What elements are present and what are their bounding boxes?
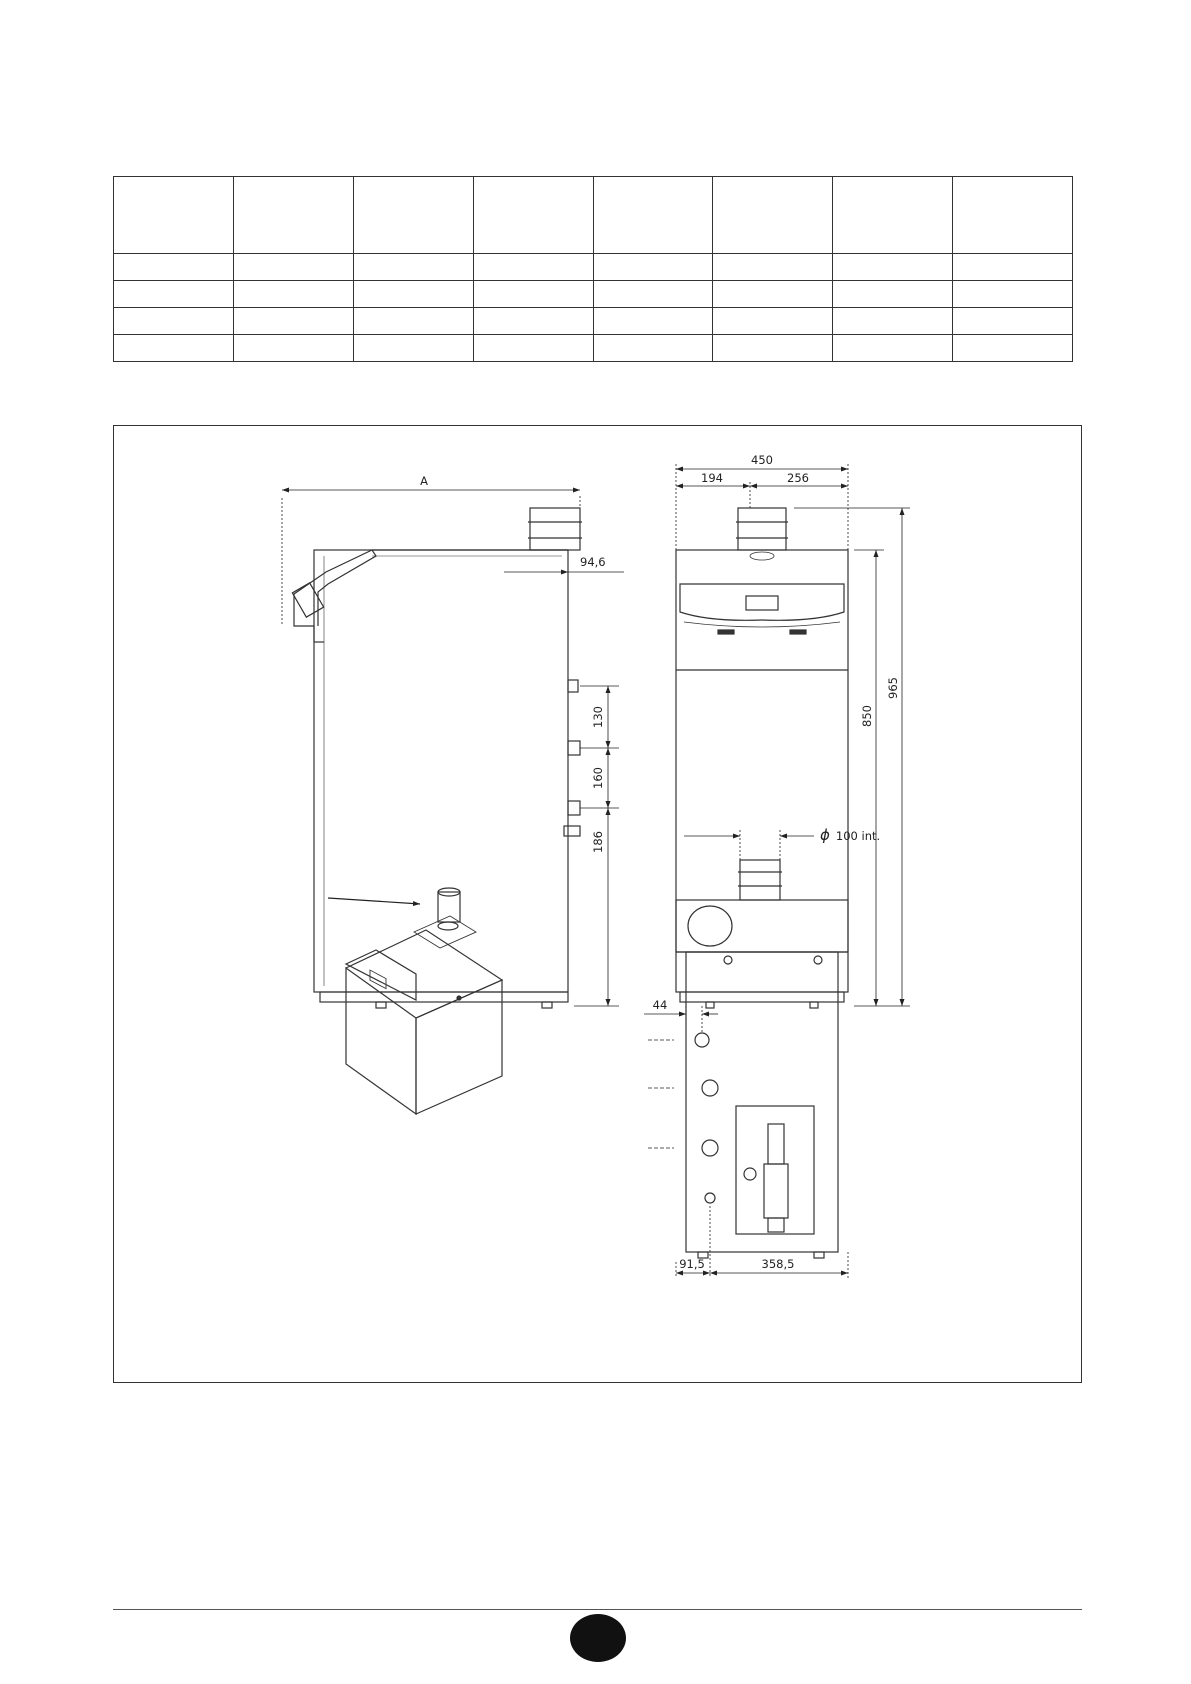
table-row	[114, 281, 1073, 308]
table-cell	[473, 308, 593, 335]
rear-connection	[702, 1080, 718, 1096]
rear-connection	[702, 1140, 718, 1156]
iso-front-face	[346, 968, 416, 1114]
technical-drawing-frame	[113, 425, 1082, 1383]
table-cell	[233, 254, 353, 281]
table-cell	[953, 308, 1073, 335]
table-cell	[473, 281, 593, 308]
dimension-right-offset: 256	[787, 471, 809, 485]
table-cell	[353, 335, 473, 362]
table-cell	[713, 308, 833, 335]
dimension-left-offset: 194	[701, 471, 723, 485]
table-cell	[713, 335, 833, 362]
table-cell	[114, 281, 234, 308]
table-header-row	[114, 177, 1073, 254]
table-cell	[953, 335, 1073, 362]
table-cell	[473, 177, 593, 254]
rear-casing	[686, 952, 838, 1252]
table-cell	[593, 281, 713, 308]
control-knob	[292, 583, 323, 617]
dimension-flue-offset: 94,6	[580, 555, 606, 569]
dimension-connection-spacing-2: 160	[591, 767, 605, 789]
table-row	[114, 308, 1073, 335]
connection-fitting	[568, 741, 580, 755]
table-cell	[953, 281, 1073, 308]
table-cell	[593, 254, 713, 281]
table-cell	[593, 335, 713, 362]
table-cell	[233, 335, 353, 362]
footer-divider	[113, 1609, 1082, 1610]
front-casing	[676, 550, 848, 992]
side-plinth	[320, 992, 568, 1002]
table-cell	[114, 254, 234, 281]
table-cell	[473, 254, 593, 281]
front-plinth	[680, 992, 844, 1002]
rear-connection	[705, 1193, 715, 1203]
isometric-view	[328, 888, 502, 1114]
table-cell	[593, 308, 713, 335]
table-cell	[713, 281, 833, 308]
front-view	[676, 508, 848, 1008]
table-cell	[114, 308, 234, 335]
dimension-total-width: 450	[751, 453, 773, 467]
display-window	[746, 596, 778, 610]
rear-view-dimensions	[644, 830, 848, 1278]
side-view-dimensions	[282, 490, 624, 1006]
table-cell	[833, 177, 953, 254]
side-casing	[314, 550, 568, 992]
front-control-panel	[680, 584, 844, 620]
table-cell	[833, 308, 953, 335]
dimension-flue-diameter-value: 100 int.	[835, 829, 881, 843]
rear-flue-collar	[740, 860, 780, 900]
dimension-connection-spacing-1: 130	[591, 706, 605, 728]
side-flue-collar	[530, 508, 580, 550]
connection-fitting	[568, 680, 578, 692]
rear-fan-housing	[688, 906, 732, 946]
dimension-right-span: 358,5	[761, 1257, 795, 1271]
table-row	[114, 254, 1073, 281]
table-cell	[114, 335, 234, 362]
table-cell	[953, 254, 1073, 281]
rear-pump-compartment	[736, 1106, 814, 1234]
table-cell	[833, 335, 953, 362]
connection-fitting	[568, 801, 580, 815]
dimension-connection-offset: 44	[652, 998, 668, 1012]
pointer-arrow	[328, 898, 420, 904]
table-cell	[833, 281, 953, 308]
connection-fitting	[564, 826, 580, 836]
table-cell	[833, 254, 953, 281]
table-cell	[233, 308, 353, 335]
front-flue-collar	[738, 508, 786, 550]
page-number-badge	[570, 1614, 626, 1662]
table-cell	[473, 335, 593, 362]
dimension-length: A	[420, 474, 428, 488]
rear-connection	[695, 1033, 709, 1047]
dimension-flue-diameter: ϕ 100 int.	[820, 826, 881, 844]
dimension-casing-height: 850	[860, 705, 874, 727]
dimension-connection-bottom: 186	[591, 831, 605, 853]
side-view	[292, 508, 582, 1008]
table-row	[114, 335, 1073, 362]
table-cell	[713, 254, 833, 281]
table-cell	[114, 177, 234, 254]
dimension-total-height: 965	[886, 677, 900, 699]
iso-top-face	[346, 930, 502, 1018]
table-cell	[353, 281, 473, 308]
table-cell	[713, 177, 833, 254]
control-panel-slope	[294, 550, 376, 642]
dimension-left-margin: 91,5	[679, 1257, 705, 1271]
specification-table	[113, 176, 1073, 362]
table-cell	[953, 177, 1073, 254]
rear-view	[676, 860, 848, 1258]
boiler-dimension-drawing	[114, 426, 1081, 1382]
table-cell	[353, 308, 473, 335]
table-cell	[233, 281, 353, 308]
table-cell	[353, 177, 473, 254]
table-cell	[593, 177, 713, 254]
front-view-dimensions	[676, 464, 910, 1006]
table-cell	[233, 177, 353, 254]
table-cell	[353, 254, 473, 281]
